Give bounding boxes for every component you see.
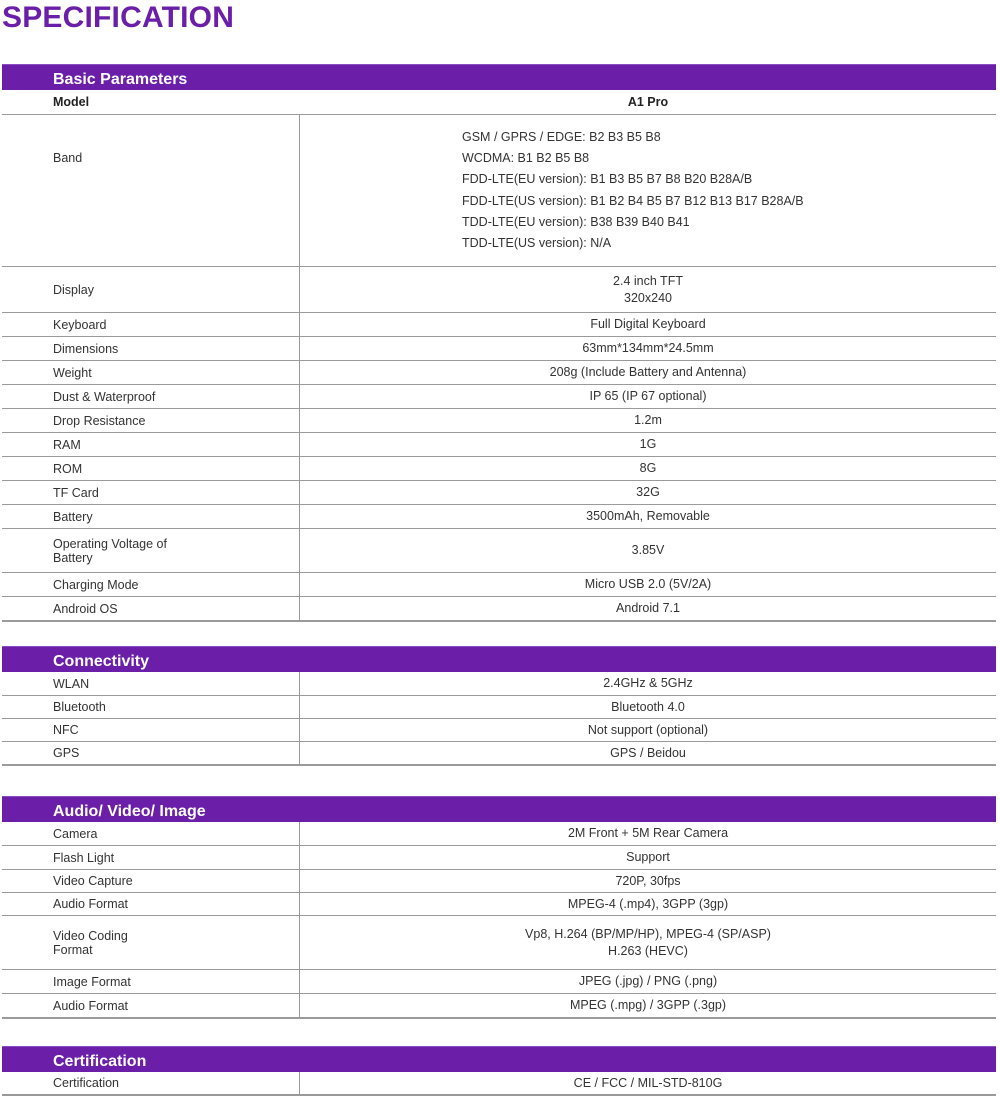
label-line: Operating Voltage of (53, 536, 167, 551)
section-header: Connectivity (2, 646, 996, 672)
table-row-model (2, 90, 996, 115)
row-value: GPS / Beidou (610, 745, 686, 760)
section-header: Basic Parameters (2, 64, 996, 90)
page-title: SPECIFICATION (2, 1, 235, 34)
row-value: 1G (639, 437, 657, 451)
label-line: Video Coding (53, 928, 128, 943)
band-line: GSM / GPRS / EDGE: B2 B3 B5 B8 (462, 129, 661, 144)
table-row (2, 409, 996, 433)
row-value: Bluetooth 4.0 (611, 699, 685, 714)
connectivity-section (2, 646, 996, 766)
section-header: Audio/ Video/ Image (2, 796, 996, 822)
table-row (2, 696, 996, 719)
row-value: Full Digital Keyboard (590, 317, 706, 331)
band-line: WCDMA: B1 B2 B5 B8 (462, 151, 590, 166)
value-line: 320x240 (624, 290, 672, 305)
table-row (2, 313, 996, 337)
table-row (2, 457, 996, 481)
table-row (2, 337, 996, 361)
row-label: Video Capture (2, 870, 300, 892)
row-value: Micro USB 2.0 (5V/2A) (584, 577, 712, 591)
row-value (300, 916, 996, 969)
table-row (2, 385, 996, 409)
row-label: Android OS (2, 597, 300, 620)
band-values (300, 115, 996, 266)
row-label: Flash Light (2, 846, 300, 869)
table-row (2, 481, 996, 505)
table-row (2, 433, 996, 457)
table-row-voltage (2, 529, 996, 573)
row-value: 1.2m (634, 413, 662, 427)
band-line: FDD-LTE(US version): B1 B2 B4 B5 B7 B12 B13 B17 B28A/B (462, 193, 804, 208)
table-row (2, 893, 996, 916)
row-value: Android 7.1 (616, 601, 680, 615)
table-row (2, 597, 996, 622)
row-label: Charging Mode (2, 573, 300, 596)
table-row (2, 870, 996, 893)
table-row (2, 573, 996, 597)
row-label: ROM (2, 457, 300, 480)
row-label: Audio Format (2, 994, 300, 1017)
row-label: TF Card (2, 481, 300, 504)
table-row (2, 822, 996, 846)
row-label: Bluetooth (2, 696, 300, 718)
row-label: Dimensions (2, 337, 300, 360)
table-row (2, 505, 996, 529)
basic-parameters-section (2, 64, 996, 622)
value-line: 2.4 inch TFT (613, 273, 683, 288)
section-header: Certification (2, 1046, 996, 1072)
row-label: NFC (2, 719, 300, 741)
row-value: IP 65 (IP 67 optional) (589, 389, 707, 403)
table-row (2, 970, 996, 994)
row-label: Band (2, 115, 300, 266)
row-label: Drop Resistance (2, 409, 300, 432)
row-label: RAM (2, 433, 300, 456)
row-value: JPEG (.jpg) / PNG (.png) (578, 974, 718, 988)
value-line: H.263 (HEVC) (608, 943, 688, 958)
certification-section (2, 1046, 996, 1096)
row-value: 208g (Include Battery and Antenna) (549, 365, 747, 379)
table-row (2, 719, 996, 742)
row-label: Weight (2, 361, 300, 384)
table-row-display (2, 267, 996, 313)
row-value: 3500mAh, Removable (586, 509, 710, 523)
row-label: Certification (2, 1072, 300, 1094)
label-line: Format (53, 942, 93, 957)
row-label (2, 529, 300, 572)
row-value (300, 267, 996, 312)
row-value: 8G (639, 461, 657, 475)
audio-video-image-section (2, 796, 996, 1019)
band-line: TDD-LTE(US version): N/A (462, 235, 612, 250)
row-label: Keyboard (2, 313, 300, 336)
value-line: Vp8, H.264 (BP/MP/HP), MPEG-4 (SP/ASP) (525, 926, 771, 941)
row-label: Image Format (2, 970, 300, 993)
row-label: Battery (2, 505, 300, 528)
row-value: Support (626, 850, 670, 864)
row-value: 2M Front + 5M Rear Camera (567, 826, 729, 840)
row-value: 3.85V (631, 543, 665, 557)
row-label: Camera (2, 822, 300, 845)
table-row (2, 742, 996, 766)
row-label (2, 916, 300, 969)
row-label: Dust & Waterproof (2, 385, 300, 408)
row-value: 32G (636, 485, 660, 499)
row-value: 2.4GHz & 5GHz (603, 676, 693, 690)
row-value: 63mm*134mm*24.5mm (582, 341, 714, 355)
table-row (2, 1072, 996, 1096)
row-value: A1 Pro (627, 94, 669, 109)
label-line: Battery (53, 550, 93, 565)
row-label: Audio Format (2, 893, 300, 915)
table-row (2, 994, 996, 1019)
row-label: WLAN (2, 672, 300, 695)
row-value: MPEG (.mpg) / 3GPP (.3gp) (569, 998, 727, 1012)
table-row-video-coding (2, 916, 996, 970)
table-row-band (2, 115, 996, 267)
row-label: Model (53, 95, 90, 109)
band-line: FDD-LTE(EU version): B1 B3 B5 B7 B8 B20 B28A/B (462, 172, 753, 187)
row-label: GPS (2, 742, 300, 764)
row-value: 720P, 30fps (615, 873, 681, 888)
band-line: TDD-LTE(EU version): B38 B39 B40 B41 (462, 214, 690, 229)
row-label: Display (2, 267, 300, 312)
row-value: CE / FCC / MIL-STD-810G (573, 1075, 723, 1090)
table-row (2, 846, 996, 870)
table-row (2, 672, 996, 696)
row-value: Not support (optional) (587, 722, 709, 737)
row-value: MPEG-4 (.mp4), 3GPP (3gp) (567, 896, 729, 911)
table-row (2, 361, 996, 385)
